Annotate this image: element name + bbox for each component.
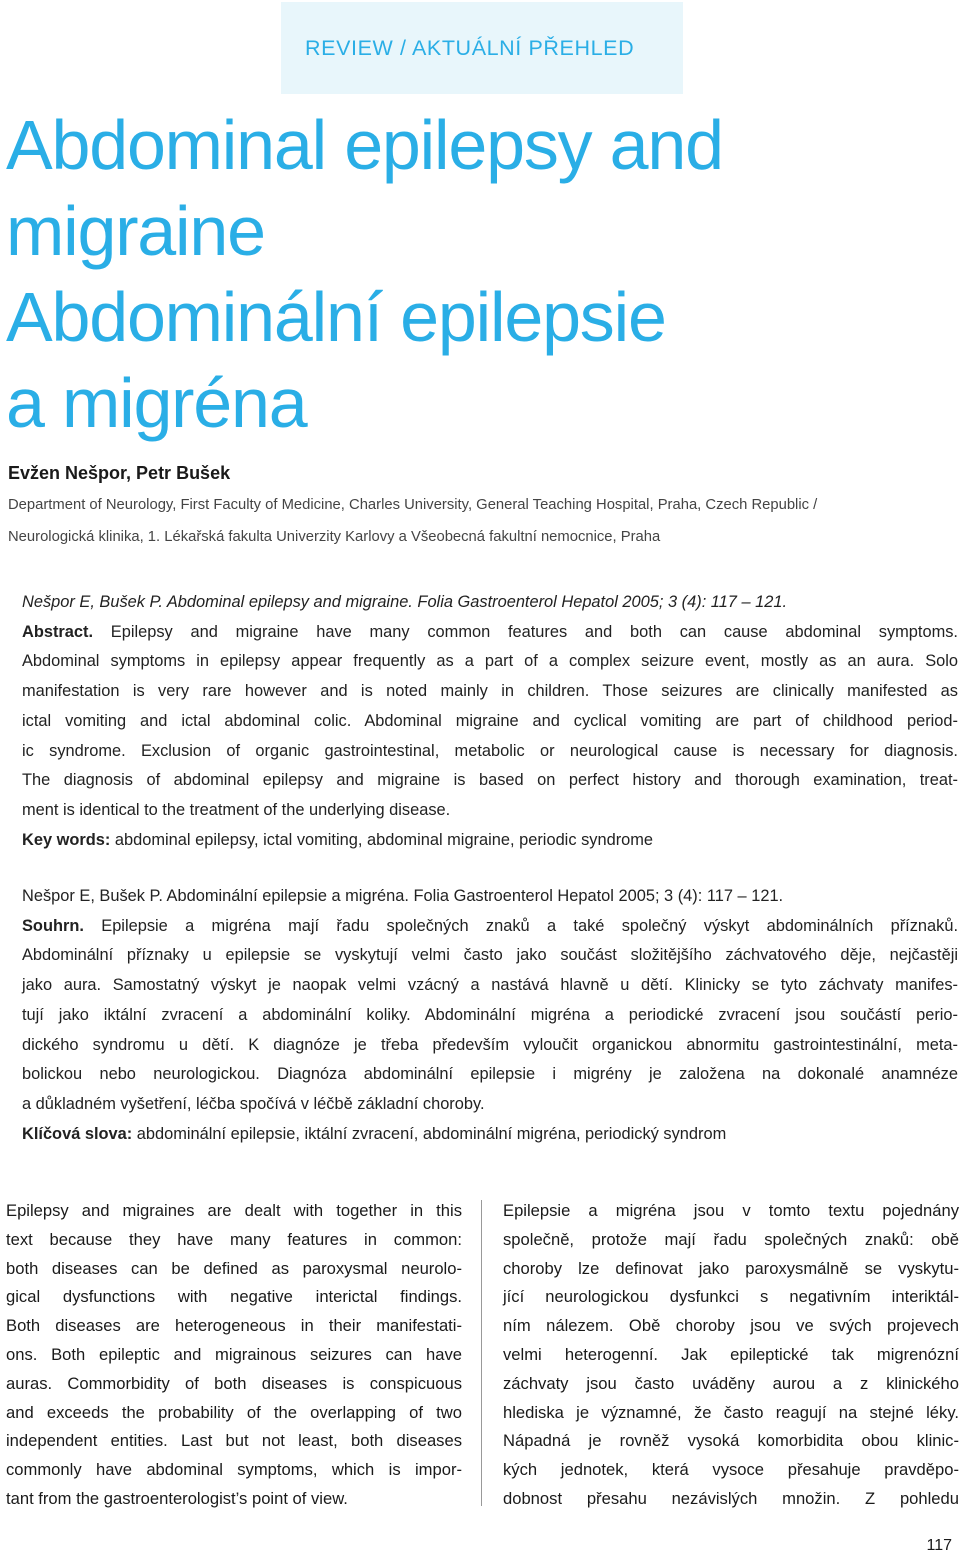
keywords-text: abdominal epilepsy, ictal vomiting, abdominal migraine, periodic syndrome — [110, 830, 654, 849]
keywords-label: Klíčová slova: — [22, 1124, 133, 1143]
citation-line — [22, 882, 958, 912]
title-line: a migréna — [6, 364, 307, 442]
citation-authors: Nešpor E, Bušek P. Abdominální epilepsie a migréna. — [22, 887, 409, 905]
authors: Evžen Nešpor, Petr Bušek — [8, 463, 231, 483]
body-line: Epilepsy and migraines are dealt with together in this — [6, 1201, 462, 1220]
abstract-line: Abdominální příznaky u epilepsie se vyskytují velmi často jako součást složitějšího záchvatového děje, nejčastěji — [22, 946, 958, 965]
body-line: ním nálezem. Obě choroby jsou ve svých projevech — [503, 1316, 959, 1336]
keywords-text: abdominální epilepsie, iktální zvracení, abdominální migréna, periodický syndrom — [132, 1124, 727, 1143]
abstract-line: Abdominal symptoms in epilepsy appear frequently as a part of a complex seizure event, mostly as an aura. Solo — [22, 652, 958, 671]
abstract-line: ment is identical to the treatment of the underlying disease. — [22, 800, 451, 819]
article-title — [6, 102, 956, 446]
abstract-line: The diagnosis of abdominal epilepsy and migraine is based on perfect history and thorough examination, treat- — [22, 771, 958, 790]
body-line: ons. Both epileptic and migrainous seizures can have — [6, 1344, 462, 1364]
abstract-line: dického syndromu u dětí. K diagnóze je třeba především vyloučit organickou abnormitu gastrointestinální, meta- — [22, 1035, 958, 1054]
abstract-czech — [22, 882, 958, 1149]
abstract-line: a důkladném vyšetření, léčba spočívá v léčbě základní choroby. — [22, 1094, 485, 1113]
affiliation — [8, 489, 948, 553]
affiliation-line: Department of Neurology, First Faculty of Medicine, Charles University, General Teaching Hospital, Praha, Czech Republic / — [8, 497, 818, 513]
body-column-english — [6, 1197, 462, 1514]
citation-line — [22, 588, 958, 618]
abstract-text: Epilepsie a migréna mají řadu společných znaků a také společný výskyt abdominálních příznaků. — [83, 916, 958, 935]
abstract-line: jako aura. Samostatný výskyt je naopak velmi vzácný a nastává hlavně u dětí. Klinicky se tyto záchvaty manifes- — [22, 976, 958, 995]
abstract-line: bolickou nebo neurologickou. Diagnóza abdominální epilepsie i migrény je založena na dokonalé anamnéze — [22, 1065, 958, 1084]
keywords-label: Key words: — [22, 830, 111, 849]
abstract-label: Abstract. — [22, 622, 94, 641]
body-line: choroby lze definovat jako paroxysmálně se vyskytu- — [503, 1258, 959, 1278]
column-divider — [481, 1200, 482, 1506]
body-line: společně, protože mají řadu společných znaků: obě — [503, 1229, 959, 1249]
body-line: independent entities. Last but not least, both diseases — [6, 1431, 462, 1451]
keywords-line — [22, 1120, 958, 1150]
citation-journal: Folia Gastroenterol Hepatol 2005; 3 (4): 117 – 121. — [412, 593, 788, 611]
abstract-line: ictal vomiting and ictal abdominal colic. Abdominal migraine and cyclical vomiting are part of childhood period- — [22, 711, 958, 730]
body-line: Epilepsie a migréna jsou v tomto textu pojednány — [503, 1201, 959, 1220]
affiliation-line: Neurologická klinika, 1. Lékařská fakulta Univerzity Karlovy a Všeobecná fakultní nemocnice, Praha — [8, 529, 661, 545]
body-line: Nápadná je rovněž vysoká komorbidita obou klinic- — [503, 1431, 959, 1451]
abstract-english — [22, 588, 958, 855]
page-number: 117 — [926, 1537, 952, 1554]
body-line: both diseases can be defined as paroxysmal neurolo- — [6, 1258, 462, 1278]
body-line: Both diseases are heterogeneous in their manifestati- — [6, 1316, 462, 1336]
abstract-line — [22, 618, 958, 648]
abstract-line: manifestation is very rare however and is noted mainly in children. Those seizures are clinically manifested as — [22, 682, 958, 701]
keywords-line — [22, 826, 958, 856]
title-line: migraine — [6, 192, 265, 270]
body-line: gical dysfunctions with negative interictal findings. — [6, 1287, 462, 1307]
title-line: Abdominální epilepsie — [6, 278, 666, 356]
body-line: auras. Commorbidity of both diseases is conspicuous — [6, 1373, 462, 1393]
body-line: dobnost přesahu nezávislých množin. Z pohledu — [503, 1488, 959, 1508]
body-line: kých jednotek, která vysoce přesahuje pravděpo- — [503, 1460, 959, 1480]
abstract-line — [22, 912, 958, 942]
title-line: Abdominal epilepsy and — [6, 106, 723, 184]
body-line: and exceeds the probability of the overlapping of two — [6, 1402, 462, 1422]
citation-journal: Folia Gastroenterol Hepatol 2005; 3 (4): 117 – 121. — [408, 887, 784, 905]
body-column-czech — [503, 1197, 959, 1514]
body-line: commonly have abdominal symptoms, which is impor- — [6, 1460, 462, 1480]
body-line: jící neurologickou dysfunkci s negativním interiktál- — [503, 1287, 959, 1307]
body-line: text because they have many features in common: — [6, 1229, 462, 1249]
body-line: hlediska je významné, že často reagují na stejné léky. — [503, 1402, 959, 1422]
abstract-line: ic syndrome. Exclusion of organic gastrointestinal, metabolic or neurological cause is necessary for diagnosis. — [22, 741, 958, 760]
body-line: záchvaty jsou často uváděny aurou a z klinického — [503, 1373, 959, 1393]
body-line: tant from the gastroenterologist’s point of view. — [6, 1488, 348, 1508]
abstract-line: tují jako iktální zvracení a abdominální koliky. Abdominální migréna a periodické zvracení jsou součástí perio- — [22, 1005, 958, 1024]
section-label: REVIEW / AKTUÁLNÍ PŘEHLED — [305, 36, 635, 60]
abstract-text: Epilepsy and migraine have many common features and both can cause abdominal symptoms. — [93, 622, 958, 641]
citation-authors: Nešpor E, Bušek P. Abdominal epilepsy and migraine. — [22, 593, 413, 611]
body-line: velmi heterogenní. Jak epileptické tak migrenózní — [503, 1344, 959, 1364]
abstract-label: Souhrn. — [22, 916, 84, 935]
